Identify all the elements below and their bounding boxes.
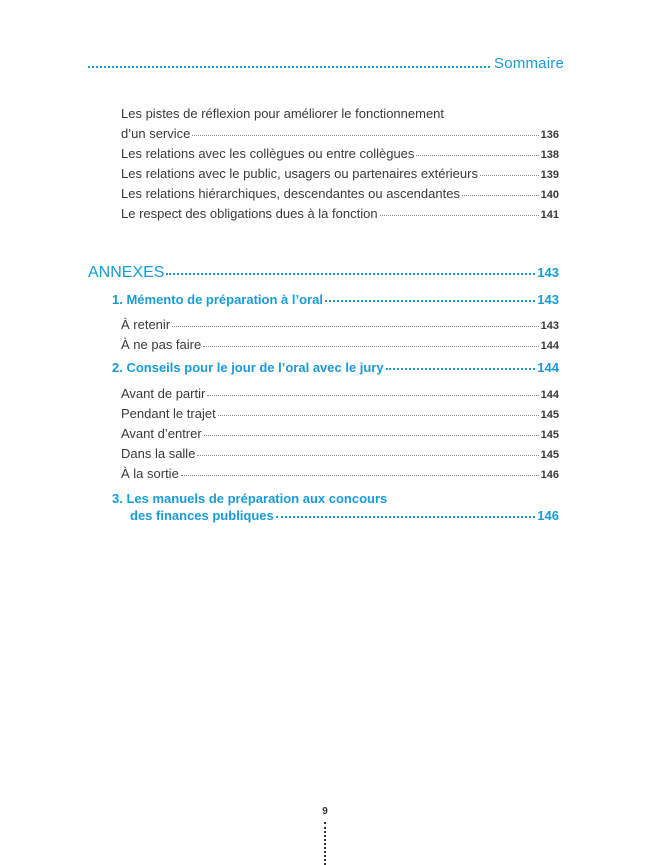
- toc-entry-label: Pendant le trajet: [121, 406, 216, 421]
- toc-section[interactable]: [112, 360, 559, 375]
- toc-entry-page: 144: [540, 389, 559, 401]
- toc-entry[interactable]: [121, 466, 559, 481]
- toc-entry-label: Avant de partir: [121, 386, 206, 401]
- toc-entry-page: 145: [540, 409, 559, 421]
- dot-leader: [207, 394, 538, 396]
- toc-entry-label: À la sortie: [121, 466, 179, 481]
- dot-leader: [203, 345, 538, 347]
- toc-entry-label: Les relations avec les collègues ou entre collègues: [121, 146, 415, 161]
- dot-leader: [380, 214, 539, 216]
- toc-entry[interactable]: [121, 337, 559, 352]
- toc-entry[interactable]: [121, 406, 559, 421]
- toc-entry-page: 138: [540, 149, 559, 161]
- toc-entry-page: 145: [540, 429, 559, 441]
- toc-entry-page: 145: [540, 449, 559, 461]
- toc-entry-label: Les relations avec le public, usagers ou partenaires extérieurs: [121, 166, 478, 181]
- toc-entry-page: 146: [540, 469, 559, 481]
- dot-leader: [325, 299, 535, 302]
- dot-leader: [204, 434, 539, 436]
- dot-leader: [181, 474, 539, 476]
- toc-section-page: 146: [537, 508, 559, 523]
- toc-entry-page: 143: [540, 320, 559, 332]
- toc-entry-page: 144: [540, 340, 559, 352]
- toc-entry-page: 141: [540, 209, 559, 221]
- toc-entry-label: Dans la salle: [121, 446, 196, 461]
- toc-entry[interactable]: [121, 206, 559, 221]
- toc-section-label-line2: des finances publiques: [130, 508, 274, 523]
- toc-entry-page: 140: [540, 189, 559, 201]
- running-header: [88, 54, 564, 72]
- dot-leader: [172, 325, 539, 327]
- toc-entry-first-line: Les pistes de réflexion pour améliorer le fonctionnement: [121, 106, 445, 121]
- toc-section[interactable]: [130, 508, 559, 523]
- toc-entry-label: À ne pas faire: [121, 337, 202, 352]
- toc-entry-page: 136: [540, 129, 559, 141]
- dot-leader: [386, 367, 536, 370]
- page-number: 9: [322, 806, 328, 817]
- dot-leader: [197, 454, 538, 456]
- toc-entry-label: d’un service: [121, 126, 191, 141]
- toc-entry[interactable]: [121, 126, 559, 141]
- toc-entry-page: 139: [540, 169, 559, 181]
- toc-section[interactable]: [112, 292, 559, 307]
- toc-part-page: 143: [537, 265, 559, 280]
- toc-section-label: 1. Mémento de préparation à l’oral: [112, 292, 323, 307]
- dot-leader: [462, 194, 539, 196]
- toc-part-annexes[interactable]: [88, 264, 559, 282]
- toc-entry[interactable]: [121, 446, 559, 461]
- header-dotted-rule: [88, 54, 490, 68]
- toc-entry[interactable]: [121, 146, 559, 161]
- toc-entry-label: À retenir: [121, 317, 171, 332]
- dot-leader: [480, 174, 539, 176]
- toc-entry-label: Le respect des obligations dues à la fonction: [121, 206, 378, 221]
- dot-leader: [166, 272, 535, 275]
- toc-part-label: ANNEXES: [88, 264, 165, 281]
- dot-leader: [276, 515, 536, 518]
- toc-entry[interactable]: [121, 317, 559, 332]
- toc-entry[interactable]: [121, 166, 559, 181]
- dot-leader: [218, 414, 539, 416]
- toc-section-page: 143: [537, 292, 559, 307]
- dot-leader: [192, 134, 538, 136]
- dot-leader: [416, 154, 538, 156]
- toc-entry[interactable]: [121, 426, 559, 441]
- toc-entry[interactable]: [121, 386, 559, 401]
- toc-entry[interactable]: [121, 186, 559, 201]
- toc-section-label-line1[interactable]: 3. Les manuels de préparation aux concours: [112, 491, 388, 506]
- page-number-dotted-rule: [324, 822, 326, 865]
- toc-section-page: 144: [537, 360, 559, 375]
- toc-entry-label: Avant d’entrer: [121, 426, 202, 441]
- toc-section-label: 2. Conseils pour le jour de l’oral avec le jury: [112, 360, 384, 375]
- header-title: Sommaire: [494, 55, 564, 72]
- toc-entry-label: Les relations hiérarchiques, descendantes ou ascendantes: [121, 186, 460, 201]
